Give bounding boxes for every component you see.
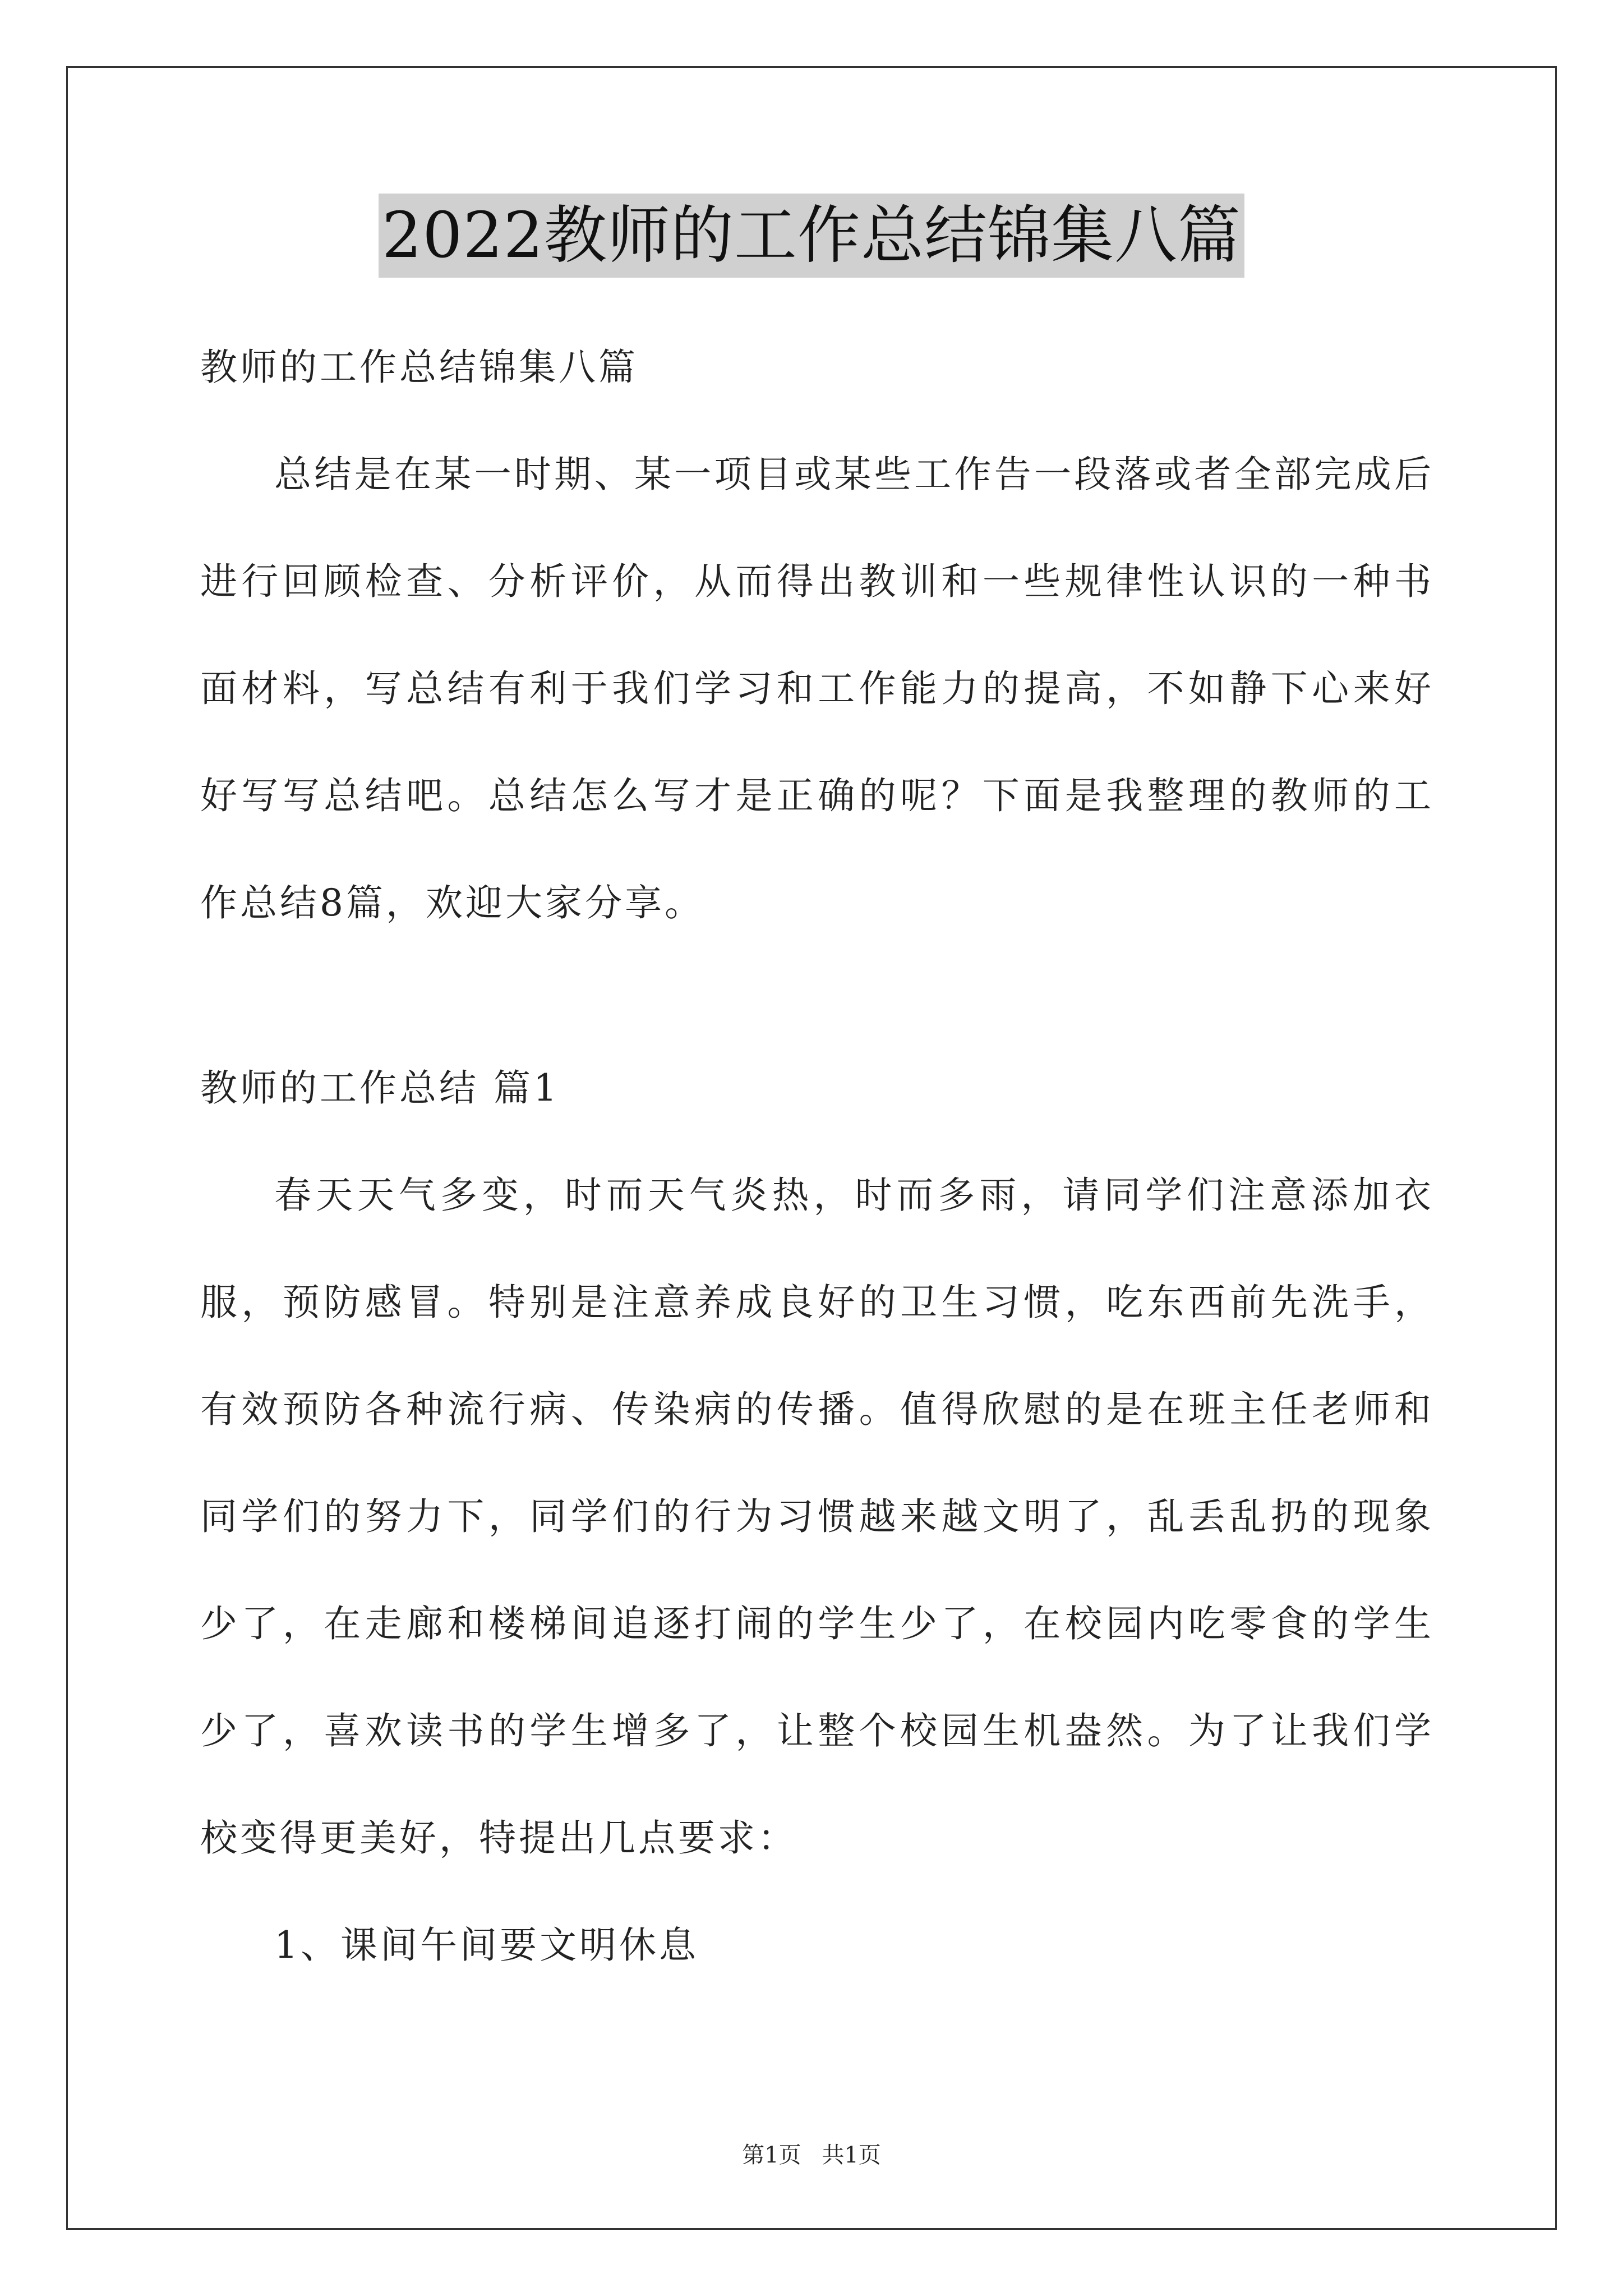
section-paragraph: 春天天气多变，时而天气炎热，时而多雨，请同学们注意添加衣服，预防感冒。特别是注意养成良好的卫生习惯，吃东西前先洗手，有效预防各种流行病、传染病的传播。值得欣慰的是在班主任老师和同学们的努力下，同学们的行为习惯越来越文明了，乱丢乱扔的现象少了，在走廊和楼梯间追逐打闹的学生少了，在校园内吃零食的学生少了，喜欢读书的学生增多了，让整个校园生机盎然。为了让我们学校变得更美好，特提出几点要求： [200,1174,1434,1860]
section-heading: 教师的工作总结 篇1 [200,1066,560,1110]
document-title: 2022教师的工作总结锦集八篇 [379,194,1244,278]
document-subtitle: 教师的工作总结锦集八篇 [200,346,638,389]
page-number: 第1页 [742,2142,801,2168]
document-body [200,314,1434,1999]
page-total: 共1页 [822,2142,881,2168]
title-container [0,194,1623,278]
intro-paragraph: 总结是在某一时期、某一项目或某些工作告一段落或者全部完成后进行回顾检查、分析评价，从而得出教训和一些规律性认识的一种书面材料，写总结有利于我们学习和工作能力的提高，不如静下心来好好写写总结吧。总结怎么写才是正确的呢？下面是我整理的教师的工作总结8篇，欢迎大家分享。 [200,453,1434,924]
page-footer [0,2137,1623,2169]
list-item: 1、课间午间要文明休息 [274,1924,699,1967]
